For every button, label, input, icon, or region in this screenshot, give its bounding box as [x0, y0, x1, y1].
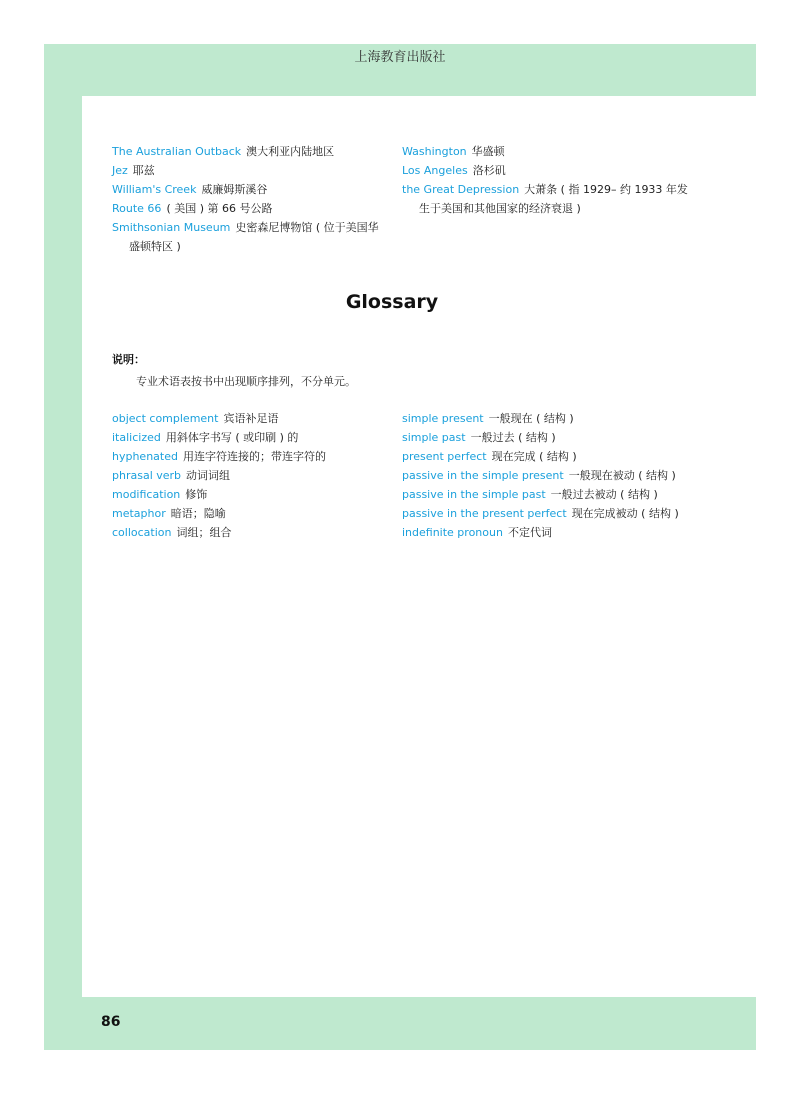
publisher-header: 上海教育出版社 [354, 50, 446, 65]
entry-definition: 暗语；隐喻 [170, 507, 226, 520]
glossary-entry [402, 447, 577, 466]
entry-term: William's Creek [112, 183, 197, 196]
entry-term: hyphenated [112, 450, 178, 463]
entry-definition: 一般过去 ( 结构 ) [470, 431, 556, 444]
glossary-entry [112, 466, 230, 485]
glossary-entry [402, 523, 552, 542]
glossary-entry [112, 447, 326, 466]
entry-definition-continued: 盛顿特区 ) [129, 240, 181, 253]
glossary-entry [402, 409, 574, 428]
entry-term: collocation [112, 526, 172, 539]
entry-definition: 现在完成 ( 结构 ) [491, 450, 577, 463]
entry-term: phrasal verb [112, 469, 182, 482]
entry-definition: 词组；组合 [176, 526, 232, 539]
entry-term: the Great Depression [402, 183, 520, 196]
entry-term: modification [112, 488, 181, 501]
entry-definition: 用连字符连接的；带连字符的 [182, 450, 326, 463]
entry-definition: 威廉姆斯溪谷 [201, 183, 268, 196]
entry-definition: 现在完成被动 ( 结构 ) [571, 507, 679, 520]
entry-term: object complement [112, 412, 219, 425]
glossary-entry [402, 485, 658, 504]
glossary-entry [112, 485, 207, 504]
entry-term: The Australian Outback [112, 145, 242, 158]
note-text: 专业术语表按书中出现顺序排列，不分单元。 [136, 375, 356, 388]
entry-term: Washington [402, 145, 467, 158]
entry-term: simple present [402, 412, 484, 425]
name-entry [402, 161, 506, 180]
name-entry [402, 142, 505, 161]
entry-term: indefinite pronoun [402, 526, 503, 539]
glossary-entry [402, 466, 676, 485]
glossary-entry [402, 504, 679, 523]
name-entry [112, 142, 334, 161]
glossary-entry [402, 428, 556, 447]
entry-definition: 一般过去被动 ( 结构 ) [550, 488, 658, 501]
glossary-entry [112, 409, 278, 428]
glossary-entry [112, 428, 298, 447]
entry-term: Jez [112, 164, 128, 177]
name-entry [112, 218, 379, 237]
entry-definition: 一般现在 ( 结构 ) [488, 412, 574, 425]
entry-definition-continued: 生于美国和其他国家的经济衰退 ) [419, 202, 581, 215]
entry-definition: 华盛顿 [471, 145, 505, 158]
name-entry [402, 180, 688, 199]
glossary-entry [112, 523, 231, 542]
note-label: 说明： [112, 353, 145, 366]
entry-definition: 洛杉矶 [472, 164, 506, 177]
entry-definition: 一般现在被动 ( 结构 ) [568, 469, 676, 482]
entry-definition: 大萧条 ( 指 1929– 约 1933 年发 [524, 183, 688, 196]
entry-definition: 修饰 [185, 488, 208, 501]
name-entry [112, 199, 273, 218]
entry-term: italicized [112, 431, 161, 444]
entry-definition: 宾语补足语 [223, 412, 279, 425]
entry-term: simple past [402, 431, 466, 444]
page-number: 86 [101, 1014, 121, 1030]
entry-definition: ( 美国 ) 第 66 号公路 [166, 202, 273, 215]
entry-term: Los Angeles [402, 164, 468, 177]
name-entry [112, 180, 267, 199]
entry-term: passive in the present perfect [402, 507, 567, 520]
entry-definition: 动词词组 [186, 469, 231, 482]
glossary-entry [112, 504, 226, 523]
entry-term: passive in the simple past [402, 488, 546, 501]
entry-term: metaphor [112, 507, 166, 520]
entry-term: present perfect [402, 450, 487, 463]
entry-definition: 耶兹 [132, 164, 155, 177]
entry-term: Route 66 [112, 202, 162, 215]
entry-definition: 用斜体字书写 ( 或印刷 ) 的 [165, 431, 299, 444]
entry-term: Smithsonian Museum [112, 221, 231, 234]
entry-definition: 不定代词 [507, 526, 552, 539]
entry-definition: 澳大利亚内陆地区 [246, 145, 335, 158]
entry-definition: 史密森尼博物馆 ( 位于美国华 [235, 221, 379, 234]
glossary-title: Glossary [345, 291, 439, 313]
entry-term: passive in the simple present [402, 469, 564, 482]
name-entry [112, 161, 155, 180]
